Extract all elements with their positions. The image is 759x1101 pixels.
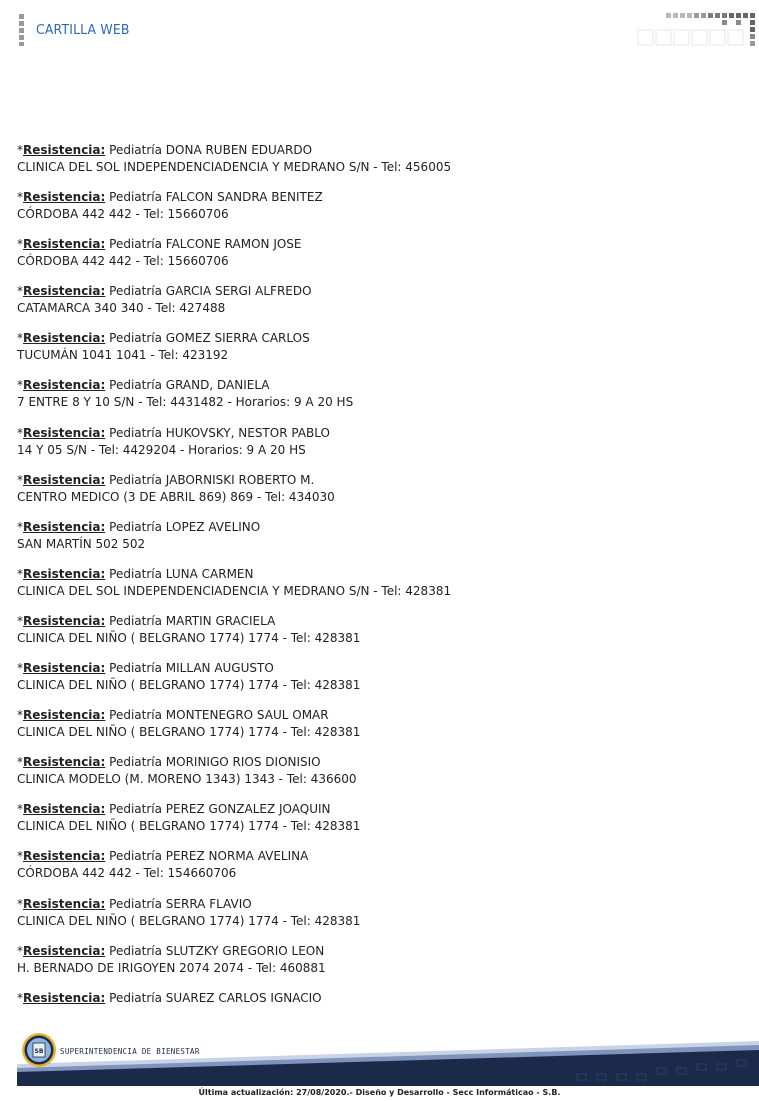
entry-address: CLINICA DEL NIÑO ( BELGRANO 1774) 1774 - Tel: 428381 [17,630,361,645]
entry-heading [17,566,737,583]
entry-marker: * [17,802,23,817]
entry-address: 14 Y 05 S/N - Tel: 4429204 - Horarios: 9 A 20 HS [17,442,306,457]
entry-heading [17,472,737,489]
entry-provider: Pediatría JABORNISKI ROBERTO M. [105,472,315,487]
list-item [17,566,737,613]
entry-provider: Pediatría MARTIN GRACIELA [105,613,276,628]
list-item [17,613,737,660]
entry-location: Resistencia: [23,190,106,205]
entry-provider: Pediatría DONA RUBEN EDUARDO [105,143,313,157]
entry-address: CLINICA DEL SOL INDEPENDENCIADENCIA Y MEDRANO S/N - Tel: 428381 [17,583,452,598]
entry-location: Resistencia: [23,755,106,770]
entry-provider: Pediatría SUAREZ CARLOS IGNACIO [105,990,322,1005]
page-title: CARTILLA WEB [36,22,130,38]
entry-heading [17,283,737,300]
entry-marker: * [17,896,23,911]
entry-location: Resistencia: [23,143,106,157]
entry-provider: Pediatría SLUTZKY GREGORIO LEON [105,943,325,958]
entry-heading [17,189,737,206]
entry-marker: * [17,943,23,958]
entry-address: CATAMARCA 340 340 - Tel: 427488 [17,301,226,316]
list-item [17,943,737,990]
entry-marker: * [17,519,23,534]
entry-address: CÓRDOBA 442 442 - Tel: 154660706 [17,866,237,881]
entry-location: Resistencia: [23,378,106,393]
entry-marker: * [17,331,23,346]
entry-heading [17,801,737,818]
entry-address: CLINICA MODELO (M. MORENO 1343) 1343 - Tel: 436600 [17,772,357,787]
entry-heading [17,613,737,630]
entry-marker: * [17,472,23,487]
entry-heading [17,142,737,159]
entry-provider: Pediatría SERRA FLAVIO [105,896,252,911]
entry-location: Resistencia: [23,849,106,864]
entry-location: Resistencia: [23,990,106,1005]
entry-provider: Pediatría MONTENEGRO SAUL OMAR [105,708,329,723]
entry-provider: Pediatría PEREZ NORMA AVELINA [105,849,309,864]
institution-seal-logo [21,1032,57,1068]
entry-location: Resistencia: [23,472,106,487]
entry-address: CLINICA DEL NIÑO ( BELGRANO 1774) 1774 - Tel: 428381 [17,678,361,693]
entry-provider: Pediatría GARCIA SERGI ALFREDO [105,284,312,299]
entry-heading [17,896,737,913]
entry-heading [17,236,737,253]
entry-location: Resistencia: [23,237,106,252]
entry-provider: Pediatría FALCON SANDRA BENITEZ [105,190,323,205]
list-item [17,519,737,566]
list-item [17,330,737,377]
entry-address: SAN MARTÍN 502 502 [17,536,146,551]
organization-name: SUPERINTENDENCIA DE BIENESTAR [60,1047,200,1056]
entry-location: Resistencia: [23,331,106,346]
entry-address: H. BERNADO DE IRIGOYEN 2074 2074 - Tel: 460881 [17,960,326,975]
list-item [17,660,737,707]
entry-heading [17,330,737,347]
svg-text:SB: SB [34,1048,44,1055]
list-item [17,707,737,754]
entry-address: CLINICA DEL NIÑO ( BELGRANO 1774) 1774 - Tel: 428381 [17,913,361,928]
entry-heading [17,660,737,677]
entry-marker: * [17,661,23,676]
entry-provider: Pediatría GOMEZ SIERRA CARLOS [105,331,310,346]
entry-marker: * [17,237,23,252]
entry-heading [17,943,737,960]
entry-marker: * [17,566,23,581]
entry-marker: * [17,755,23,770]
entry-marker: * [17,708,23,723]
entry-marker: * [17,378,23,393]
entry-heading [17,707,737,724]
provider-list [17,142,737,1037]
list-item [17,377,737,424]
entry-provider: Pediatría MORINIGO RIOS DIONISIO [105,755,321,770]
entry-provider: Pediatría HUKOVSKY, NESTOR PABLO [105,425,330,440]
entry-address: CLINICA DEL NIÑO ( BELGRANO 1774) 1774 - Tel: 428381 [17,819,361,834]
entry-location: Resistencia: [23,613,106,628]
entry-address: 7 ENTRE 8 Y 10 S/N - Tel: 4431482 - Horarios: 9 A 20 HS [17,395,354,410]
entry-marker: * [17,613,23,628]
entry-location: Resistencia: [23,802,106,817]
entry-location: Resistencia: [23,708,106,723]
entry-marker: * [17,425,23,440]
entry-location: Resistencia: [23,566,106,581]
entry-marker: * [17,284,23,299]
list-item [17,236,737,283]
list-item [17,283,737,330]
entry-marker: * [17,143,23,157]
entry-heading [17,848,737,865]
list-item [17,754,737,801]
list-item [17,801,737,848]
entry-provider: Pediatría FALCONE RAMON JOSE [105,237,302,252]
list-item [17,425,737,472]
entry-heading [17,377,737,394]
entry-location: Resistencia: [23,284,106,299]
header-grid-decoration [630,10,759,50]
entry-address: CLINICA DEL NIÑO ( BELGRANO 1774) 1774 - Tel: 428381 [17,725,361,740]
entry-address: CENTRO MEDICO (3 DE ABRIL 869) 869 - Tel: 434030 [17,489,335,504]
entry-location: Resistencia: [23,519,106,534]
entry-provider: Pediatría MILLAN AUGUSTO [105,661,274,676]
list-item [17,848,737,895]
entry-marker: * [17,849,23,864]
entry-location: Resistencia: [23,661,106,676]
entry-location: Resistencia: [23,943,106,958]
list-item [17,189,737,236]
footer-band [17,1036,759,1086]
header-bar-decoration [19,14,24,46]
entry-provider: Pediatría LUNA CARMEN [105,566,254,581]
entry-heading [17,754,737,771]
list-item [17,990,737,1037]
last-updated-note: Última actualización: 27/08/2020.- Diseño y Desarrollo - Secc Informáticao - S.B. [198,1088,561,1097]
list-item [17,142,737,189]
entry-location: Resistencia: [23,896,106,911]
entry-address: TUCUMÁN 1041 1041 - Tel: 423192 [17,348,229,363]
entry-marker: * [17,990,23,1005]
entry-address: CÓRDOBA 442 442 - Tel: 15660706 [17,207,229,222]
list-item [17,896,737,943]
entry-location: Resistencia: [23,425,106,440]
entry-marker: * [17,190,23,205]
list-item [17,472,737,519]
entry-address: CLINICA DEL SOL INDEPENDENCIADENCIA Y MEDRANO S/N - Tel: 456005 [17,160,452,174]
entry-address: CÓRDOBA 442 442 - Tel: 15660706 [17,254,229,269]
entry-provider: Pediatría GRAND, DANIELA [105,378,270,393]
entry-heading [17,519,737,536]
entry-heading [17,425,737,442]
entry-provider: Pediatría LOPEZ AVELINO [105,519,261,534]
entry-provider: Pediatría PEREZ GONZALEZ JOAQUIN [105,802,331,817]
entry-heading [17,990,737,1007]
